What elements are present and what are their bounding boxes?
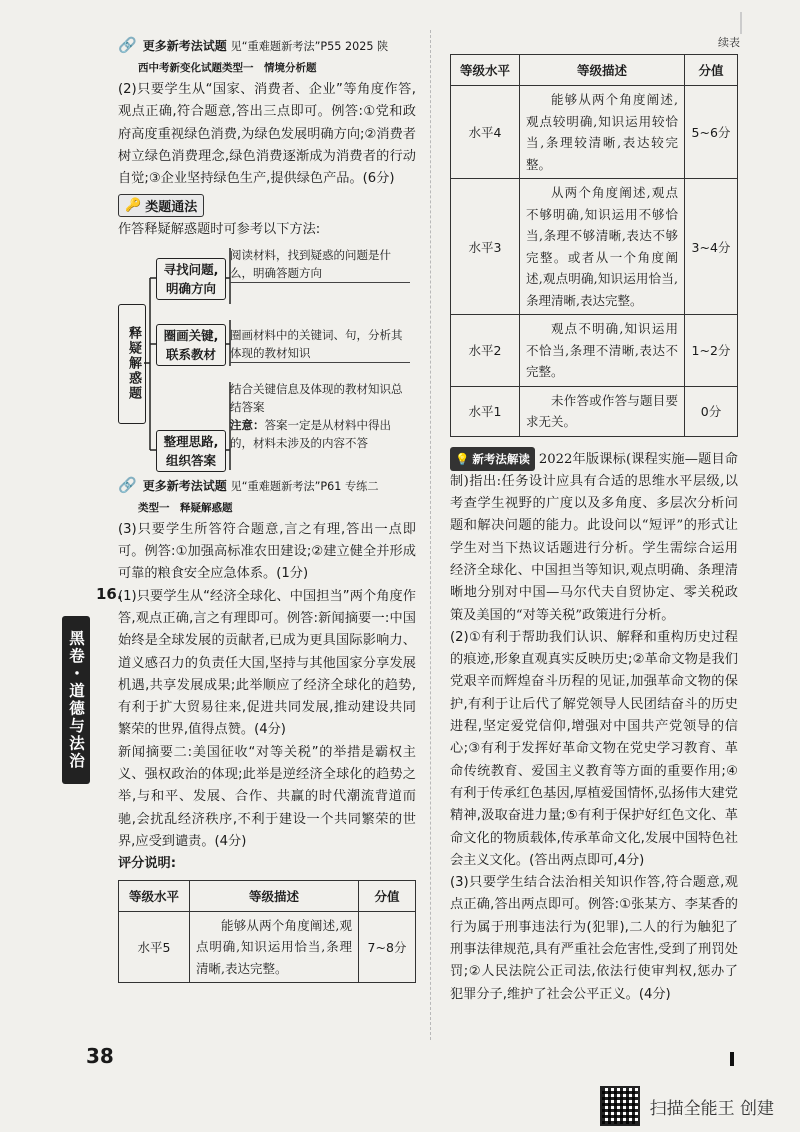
- mind-map-leaf-1: 阅读材料，找到疑惑的问题是什么，明确答题方向: [230, 246, 410, 283]
- table-row: [451, 386, 738, 436]
- answer-part-2: (2)只要学生从“国家、消费者、企业”等角度作答,观点正确,符合题意,答出三点即可。例答:①党和政府高度重视绿色消费,为绿色发展明确方向;②消费者树立绿色消费理念,绿色消费逐渐成为消费者的行动自觉;③企业坚持绿色生产,提供绿色产品。(6分): [118, 82, 416, 187]
- more-questions-1: [118, 36, 416, 57]
- table-header: 等级描述: [190, 880, 359, 911]
- method-tag: 🔑 类题通法: [118, 194, 204, 217]
- page-edge-mark: [740, 12, 742, 34]
- mind-map: [118, 244, 416, 472]
- scanner-credit: 扫描全能王 创建: [649, 1098, 774, 1119]
- question-number-16: 16.: [96, 585, 123, 603]
- side-tab: 黑卷・道德与法治: [62, 616, 90, 784]
- qr-code-icon: [600, 1086, 640, 1126]
- description-cell: 从两个角度阐述,观点不够明确,知识运用不够恰当,条理不够清晰,表达不够完整。或者从一个角度阐述,观点明确,知识运用恰当,条理清晰,表达完整。: [520, 179, 685, 315]
- method-intro: 作答释疑解惑题时可参考以下方法:: [118, 222, 321, 238]
- table-row: [119, 911, 416, 983]
- scoring-notes-label: 评分说明:: [118, 856, 177, 872]
- table-header: 等级水平: [451, 55, 520, 86]
- table-header-row: [451, 55, 738, 86]
- level-cell: 水平1: [451, 386, 520, 436]
- answer-part-2-right: (2)①有利于帮助我们认识、解释和重构历史过程的痕迹,形象直观真实反映历史;②革命文物是我们党艰辛而辉煌奋斗历程的见证,加强革命文物的保护,有利于让后代了解党领导人民团结奋斗的历史进程,坚定爱党信仰,增强对中国共产党领导的信心;③有利于发挥好革命文物在党史学习教育、革命传统教育、爱国主义教育等方面的重要作用;④有利于传承红色基因,厚植爱国情怀,弘扬伟大建党精神,汲取奋进力量;⑤有利于保护好红色文化、革命文化的物质载体,传承革命文化,发展中国特色社会主义文化。(答出两点即可,4分): [450, 629, 738, 868]
- score-cell: 1~2分: [685, 315, 738, 387]
- description-cell: 观点不明确,知识运用不恰当,条理不清晰,表达不完整。: [520, 315, 685, 387]
- table-header: 分值: [685, 55, 738, 86]
- level-cell: 水平2: [451, 315, 520, 387]
- right-column: [450, 54, 738, 1006]
- more-questions-2: [118, 476, 416, 497]
- key-icon: 🔑: [125, 198, 142, 214]
- table-row: [451, 179, 738, 315]
- score-cell: 5~6分: [685, 86, 738, 179]
- continued-table-label: 续表: [718, 36, 740, 49]
- table-row: [451, 315, 738, 387]
- more-questions-sub: 类型一 释疑解惑题: [138, 501, 233, 514]
- margin-mark: [730, 1052, 734, 1066]
- bulb-icon: 💡: [455, 451, 470, 466]
- level-cell: 水平4: [451, 86, 520, 179]
- level-cell: 水平5: [119, 911, 190, 983]
- more-questions-ref: 见“重难题新考法”P61 专练二: [230, 479, 379, 493]
- more-questions-ref: 见“重难题新考法”P55 2025 陕: [230, 40, 389, 53]
- table-row: [451, 86, 738, 179]
- mind-map-node-2: 圈画关键,联系教材: [156, 324, 226, 366]
- description-cell: 能够从两个角度阐述,观点较明确,知识运用较恰当,条理较清晰,表达较完整。: [520, 86, 685, 179]
- more-questions-head: 更多新考法试题: [142, 39, 227, 53]
- description-cell: 能够从两个角度阐述,观点明确,知识运用恰当,条理清晰,表达完整。: [190, 911, 359, 983]
- more-questions-sub: 西中考新变化试题类型一 情境分析题: [138, 62, 317, 74]
- question-16-part-1: (1)只要学生从“经济全球化、中国担当”两个角度作答,观点正确,言之有理即可。例答:新闻摘要一:中国始终是全球发展的贡献者,已成为更具国际影响力、道义感召力的负责任大国,坚持与其他国家分享发展机遇,共享发展成果;此举顺应了经济全球化的趋势,有利于扩大贸易往来,促进共同发展,推动建设共同繁荣的世界,值得点赞。(4分): [118, 588, 416, 738]
- page-number: 38: [86, 1044, 114, 1068]
- grading-table-left: [118, 880, 416, 984]
- table-header-row: [119, 880, 416, 911]
- mind-map-node-3: 整理思路,组织答案: [156, 430, 226, 472]
- new-method-tag: 💡 新考法解读: [450, 447, 535, 471]
- note-label: 注意：: [230, 417, 265, 432]
- table-header: 分值: [359, 880, 416, 911]
- mind-map-leaf-2: 圈画材料中的关键词、句，分析其体现的教材知识: [230, 326, 410, 363]
- mind-map-node-1: 寻找问题,明确方向: [156, 258, 226, 300]
- level-cell: 水平3: [451, 179, 520, 315]
- more-questions-head: 更多新考法试题: [142, 478, 227, 493]
- answer-part-3: (3)只要学生所答符合题意,言之有理,答出一点即可。例答:①加强高标准农田建设;②建立健全并形成可靠的粮食安全应急体系。(1分): [118, 521, 416, 582]
- grading-table-right: [450, 54, 738, 437]
- mind-map-root: 释疑解惑题: [118, 304, 146, 424]
- note-text: 答案一定是从材料中得出的，材料未涉及的内容不答: [230, 417, 391, 450]
- paperclip-icon: 🔗: [118, 475, 137, 494]
- score-cell: 0分: [685, 386, 738, 436]
- score-cell: 7~8分: [359, 911, 416, 983]
- column-divider: [430, 30, 431, 1040]
- table-header: 等级水平: [119, 880, 190, 911]
- table-header: 等级描述: [520, 55, 685, 86]
- paperclip-icon: 🔗: [118, 36, 137, 54]
- scanner-footer: [600, 1086, 774, 1126]
- score-cell: 3~4分: [685, 179, 738, 315]
- new-method-interpretation: 💡 新考法解读 2022年版课标(课程实施—题目命制)指出:任务设计应具有合适的思维水平层级,以考查学生视野的广度以及多角度、多层次分析问题和解决问题的能力。此设问以“短评”的形式让学生对当下热议话题进行分析。学生需综合运用经济全球化、中国担当等知识,观点明确、条理清晰地分别对中国—马尔代夫自贸协定、零关税政策及美国的“对等关税”政策进行分析。: [450, 447, 738, 627]
- mind-map-leaf-3: 结合关键信息及体现的教材知识总结答案 注意：答案一定是从材料中得出的，材料未涉及的内容不答: [230, 381, 403, 450]
- question-16-news-2: 新闻摘要二:美国征收“对等关税”的举措是霸权主义、强权政治的体现;此举是逆经济全球化的趋势之举,与和平、发展、合作、共赢的时代潮流背道而驰,会扰乱经济秩序,不利于建设一个共同繁荣的世界,应受到谴责。(4分): [118, 744, 416, 849]
- left-column: [118, 36, 416, 983]
- description-cell: 未作答或作答与题目要求无关。: [520, 386, 685, 436]
- answer-part-3-right: (3)只要学生结合法治相关知识作答,符合题意,观点正确,答出两点即可。例答:①张某方、李某香的行为属于刑事违法行为(犯罪),二人的行为触犯了刑事法律规范,具有严重社会危害性,受到了刑罚处罚;②人民法院公正司法,依法行使审判权,惩办了犯罪分子,维护了社会公平正义。(4分): [450, 875, 738, 1002]
